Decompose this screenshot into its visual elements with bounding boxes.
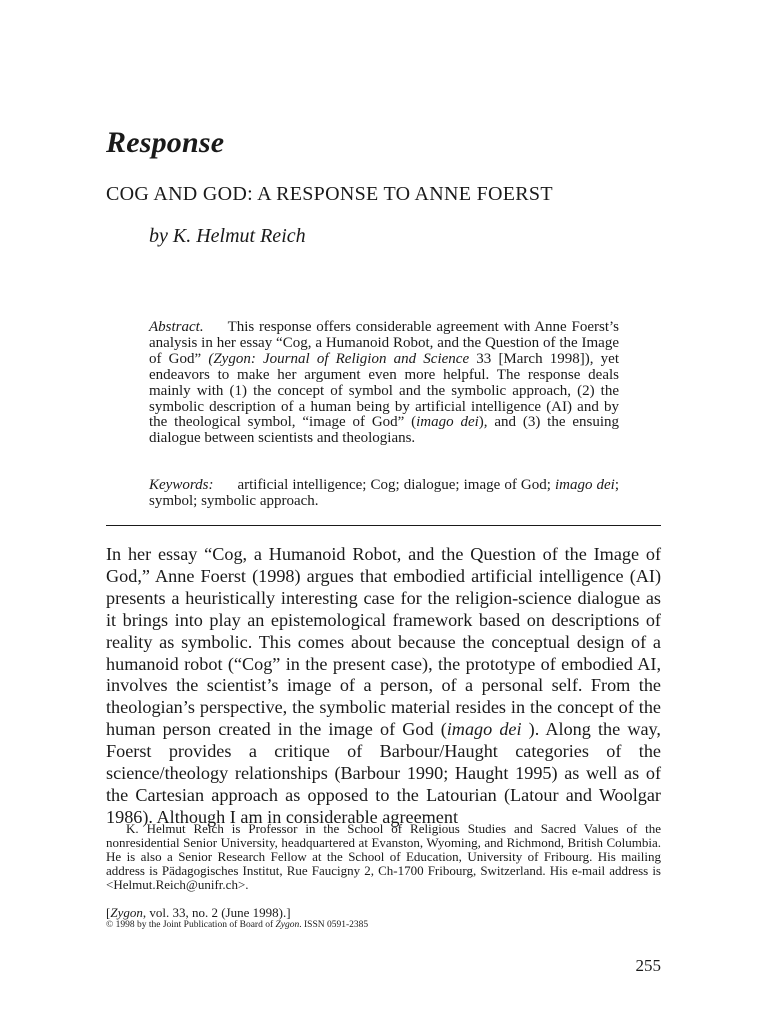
- copyright-text: . ISSN 0591-2385: [299, 920, 369, 930]
- copyright-journal: Zygon: [275, 920, 300, 930]
- citation-details: , vol. 33, no. 2 (June 1998).]: [142, 905, 291, 920]
- abstract-imago-dei: imago dei: [416, 414, 479, 431]
- abstract-text: ), and (3) the ensuing dialogue between scientists and theologians.: [149, 414, 619, 447]
- abstract: [149, 320, 619, 447]
- body-paragraph: [106, 544, 661, 829]
- copyright-line: [106, 920, 368, 930]
- abstract-text: 33 [March 1998]), yet endeavors to make her argument even more helpful. The response deals mainly with (1) the concept of symbol and the symbolic approach, (2) the symbolic description of a human being by artificial intelligence (AI) and by the theological symbol, “image of God” (: [149, 350, 619, 431]
- journal-citation: [106, 905, 291, 921]
- body-text: In her essay “Cog, a Humanoid Robot, and the Question of the Image of God,” Anne Foerst (1998) argues that embodied artificial intelligence (AI) presents a heuristically interesting case for the religion-science dialogue as it brings into play an epistemological framework based on descriptions of reality as symbolic. This comes about because the conceptual design of a humanoid robot (“Cog” in the present case), the prototype of embodied AI, involves the scientist’s image of a person, of a personal self. From the theologian’s perspective, the symbolic material resides in the concept of the human person created in the image of God (: [106, 544, 661, 740]
- keywords-text: artificial intelligence; Cog; dialogue; image of God;: [237, 477, 555, 493]
- abstract-journal-title: (Zygon: Journal of Religion and Science: [208, 350, 470, 367]
- citation-bracket: [: [106, 905, 111, 920]
- author-footnote: K. Helmut Reich is Professor in the School of Religious Studies and Sacred Values of the nonresidential Senior University, headquartered at Evanston, Wyoming, and Richmond, British Columbia. He is also a Senior Research Fellow at the School of Education, University of Fribourg. His mailing address is Pädagogisches Institut, Rue Faucigny 2, Ch-1700 Fribourg, Switzerland. His e-mail address is <Helmut.Reich@unifr.ch>.: [106, 821, 661, 892]
- keywords-imago-dei: imago dei: [554, 477, 615, 493]
- body-text: ). Along the way, Foerst provides a critique of Barbour/Haught categories of the science/theology relationships (Barbour 1990; Haught 1995) as well as of the Cartesian approach as opposed to the Latourian (Latour and Woolgar 1986). Although I am in considerable agreement: [106, 719, 661, 827]
- article-title: COG AND GOD: A RESPONSE TO ANNE FOERST: [106, 183, 553, 205]
- abstract-text: This response offers considerable agreement with Anne Foerst’s analysis in her essay “Cog, a Humanoid Robot, and the Question of the Image of God”: [149, 319, 619, 367]
- keywords-text: ; symbol; symbolic approach.: [149, 477, 619, 509]
- page-number: 255: [635, 956, 661, 975]
- author-byline: by K. Helmut Reich: [149, 225, 306, 247]
- keywords: [149, 478, 619, 510]
- section-label: Response: [106, 126, 225, 159]
- abstract-label: Abstract.: [149, 319, 204, 335]
- citation-journal: Zygon: [110, 905, 143, 920]
- section-divider: [106, 525, 661, 526]
- keywords-label: Keywords:: [149, 477, 214, 493]
- body-imago-dei: imago dei: [446, 719, 522, 740]
- copyright-text: © 1998 by the Joint Publication of Board of: [106, 920, 276, 930]
